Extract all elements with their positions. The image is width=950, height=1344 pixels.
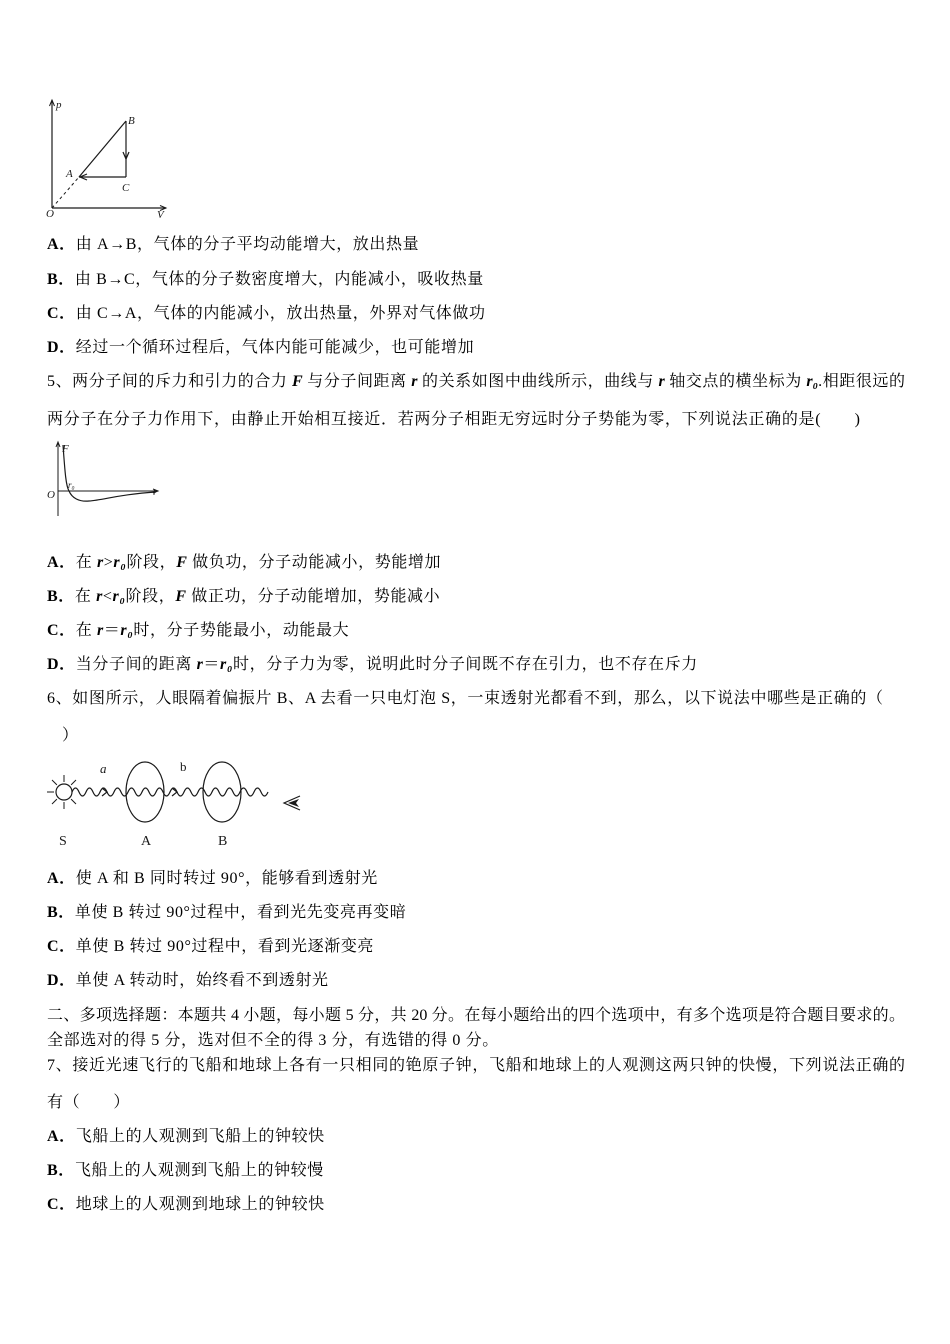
origin-label: O [46,208,54,220]
option-text: 单使 B 转过 90°过程中，看到光逐渐变亮 [75,938,375,955]
r0-label: r₀ [68,480,75,490]
option-text: ＝ [203,656,221,673]
var-r0: r₀ [220,656,234,673]
option-label: C． [47,1196,76,1213]
option-label: C． [47,938,76,955]
var-f: F [292,373,303,390]
bulb-ray [71,780,76,785]
path-a-to-b [79,121,126,177]
var-r: r [96,588,103,605]
q6-stem-line2: ） [62,727,79,744]
var-r: r [411,373,418,390]
option-text: 在 [75,554,97,571]
stem-text: 与分子间距离 [302,373,412,390]
option-label: A． [47,236,76,253]
option-text: 飞船上的人观测到飞船上的钟较慢 [74,1162,324,1179]
var-f: F [176,554,188,571]
option-text: 使 A 和 B 同时转过 90°，能够看到透射光 [75,870,378,887]
q4-option-a [47,235,419,255]
option-text: 由 C→A，气体的内能减小，放出热量，外界对气体做功 [75,305,486,322]
point-c-label: C [122,182,130,194]
q5-option-a [47,553,441,573]
option-text: 时，分子势能最小，动能最大 [133,622,350,639]
option-label: C． [47,622,76,639]
option-label: B． [47,588,75,605]
var-r: r [658,373,665,390]
option-label: B． [47,904,75,921]
q7-stem-line1: 7、接近光速飞行的飞船和地球上各有一只相同的铯原子钟，飞船和地球上的人观测这两只钟的快慢，下列说法正确的 [47,1057,905,1074]
option-text: 在 [75,622,97,639]
bulb-ray [71,799,76,804]
var-r: r [196,656,204,673]
q6-option-d [47,971,329,991]
q5-stem-line2: 两分子在分子力作用下，由静止开始相互接近．若两分子相距无穷远时分子势能为零，下列说法正确的是( ) [47,411,860,428]
light-wave [72,788,268,796]
option-label: A． [47,1128,76,1145]
stem-text: .相距很远的 [818,373,905,390]
option-text: 时，分子力为零，说明此时分子间既不存在引力，也不存在斥力 [233,656,698,673]
q7-option-b [47,1161,324,1181]
stem-text: 5、两分子间的斥力和引力的合力 [47,373,293,390]
q6-stem-line1: 6、如图所示，人眼隔着偏振片 B、A 去看一只电灯泡 S，一束透射光都看不到，那么，以下说法中哪些是正确的（ [47,690,883,707]
option-label: D． [47,656,76,673]
q6-option-a [47,869,378,889]
q7-option-a [47,1127,325,1147]
option-text: 阶段， [126,554,177,571]
var-r: r [96,622,104,639]
q5-option-d [47,655,698,675]
q7-stem-line2: 有（ ） [47,1094,131,1111]
q7-option-c [47,1195,325,1215]
r-axis-label: r [153,486,158,498]
option-text: 在 [74,588,97,605]
q4-option-d [47,338,474,358]
option-text: 当分子间的距离 [75,656,197,673]
pv-diagram [40,95,180,223]
var-r0: r₀ [806,373,819,390]
bulb-ray [52,780,57,785]
option-label: B． [47,1162,75,1179]
q5-option-c [47,621,349,641]
force-distance-diagram [44,438,164,522]
polarizer-a [126,762,164,822]
var-r0: r₀ [113,554,127,571]
option-label: D． [47,972,76,989]
bulb-icon [56,784,72,800]
point-b-label: B [128,115,135,127]
option-text: 单使 A 转动时，始终看不到透射光 [75,972,329,989]
q6-option-b [47,903,406,923]
option-label: B． [47,271,75,288]
option-text: 由 B→C，气体的分子数密度增大，内能减小，吸收热量 [74,271,484,288]
option-label: C． [47,305,76,322]
option-text: 地球上的人观测到地球上的钟较快 [75,1196,325,1213]
polarizer-b [203,762,241,822]
polarizer-diagram [44,755,309,852]
option-text: 做负功，分子动能减小，势能增加 [187,554,442,571]
option-label: A． [47,554,76,571]
polarizer-a-label: A [141,834,152,849]
stem-text: 轴交点的横坐标为 [664,373,807,390]
q4-option-b [47,270,484,290]
origin-label: O [47,489,55,501]
section2-scoring: 全部选对的得 5 分，选对但不全的得 3 分，有选错的得 0 分。 [47,1032,499,1049]
v-axis-label: V [157,209,164,221]
option-text: 由 A→B，气体的分子平均动能增大，放出热量 [75,236,420,253]
p-axis-label: p [56,99,62,111]
light-a-label: a [100,761,107,776]
wave-arrow [172,788,177,796]
option-label: A． [47,870,76,887]
point-a-label: A [66,168,73,180]
option-text: ＝ [103,622,121,639]
var-f: F [175,588,187,605]
q6-option-c [47,937,374,957]
var-r0: r₀ [112,588,126,605]
bulb-ray [52,799,57,804]
stem-text: 的关系如图中曲线所示，曲线与 [417,373,659,390]
option-text: < [102,588,113,605]
f-axis-label: F [62,443,69,455]
polarizer-b-label: B [218,834,228,849]
option-text: 阶段， [125,588,176,605]
force-curve [63,445,156,501]
option-text: 经过一个循环过程后，气体内能可能减少，也可能增加 [75,339,475,356]
wave-arrow [102,788,107,796]
var-r0: r₀ [120,622,134,639]
q4-option-c [47,304,486,324]
bulb-label: S [59,834,67,849]
q5-stem-line1 [47,372,905,392]
q5-option-b [47,587,440,607]
option-label: D． [47,339,76,356]
dashed-extension [52,177,79,208]
section2-heading: 二、多项选择题：本题共 4 小题，每小题 5 分，共 20 分。在每小题给出的四个选项中，有多个选项是符合题目要求的。 [47,1007,905,1024]
option-text: 做正功，分子动能增加，势能减小 [186,588,441,605]
var-r: r [96,554,104,571]
option-text: 飞船上的人观测到飞船上的钟较快 [75,1128,325,1145]
option-text: 单使 B 转过 90°过程中，看到光先变亮再变暗 [74,904,407,921]
light-b-label: b [180,759,187,774]
option-text: > [103,554,114,571]
